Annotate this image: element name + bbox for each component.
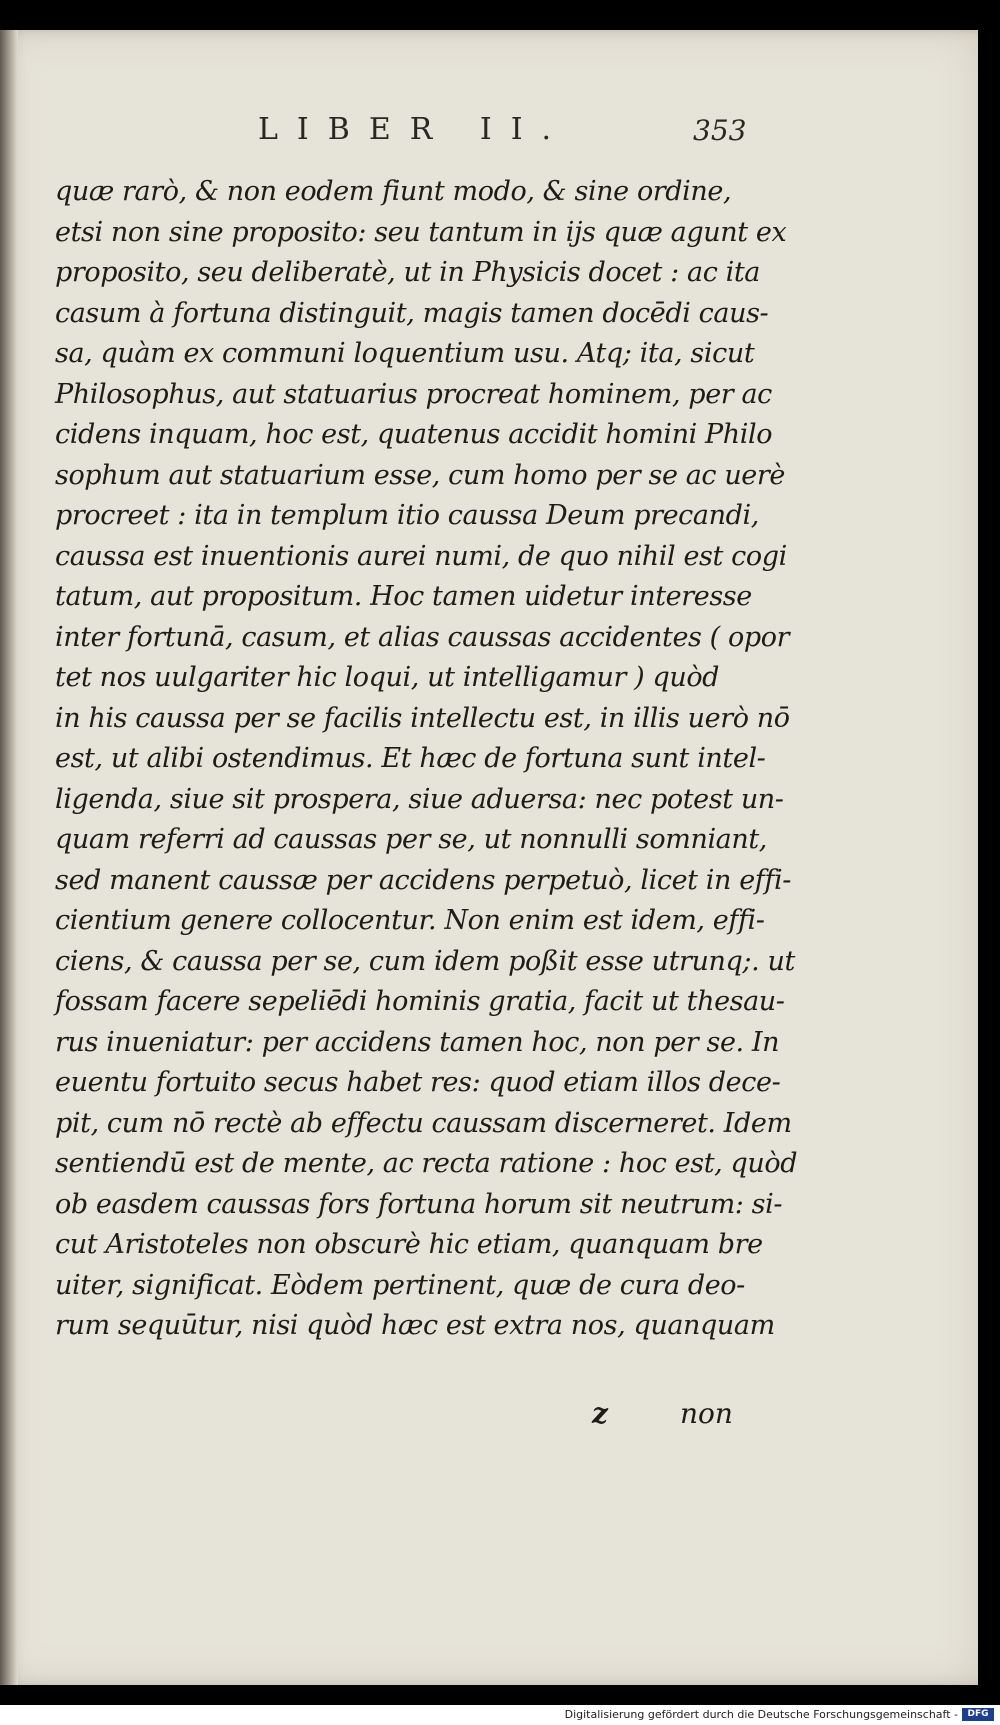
text-line: ciens, & caussa per se, cum idem poßit esse utrunq;. ut (55, 945, 795, 977)
text-line: euentu fortuito secus habet res: quod etiam illos dece- (55, 1067, 781, 1098)
text-line: est, ut alibi ostendimus. Et hæc de fortuna sunt intel- (55, 743, 766, 774)
text-line: proposito, seu deliberatè, ut in Physicis docet : ac ita (55, 257, 761, 288)
funding-credit: Digitalisierung gefördert durch die Deutsche Forschungsgemeinschaft - (564, 1708, 958, 1721)
signature-mark: z (592, 1397, 608, 1430)
text-line: ob easdem caussas fors fortuna horum sit neutrum: si- (55, 1188, 783, 1220)
book-page (0, 30, 978, 1685)
text-line: quæ rarò, & non eodem fiunt modo, & sine ordine, (55, 176, 732, 207)
dfg-logo: DFG (962, 1708, 994, 1721)
text-line: cut Aristoteles non obscurè hic etiam, quanquam bre (55, 1229, 763, 1260)
text-line: in his caussa per se facilis intellectu est, in illis uerò nō (55, 702, 790, 734)
text-line: cidens inquam, hoc est, quatenus accidit homini Philo (55, 419, 773, 450)
text-line: etsi non sine proposito: seu tantum in ijs quæ agunt ex (55, 216, 787, 248)
text-line: rum sequūtur, nisi quòd hæc est extra nos, quanquam (55, 1310, 775, 1341)
catchword: non (680, 1397, 733, 1430)
text-line: ligenda, siue sit prospera, siue aduersa: nec potest un- (55, 783, 784, 815)
text-line: Philosophus, aut statuarius procreat hominem, per ac (55, 378, 772, 410)
text-line: sed manent caussæ per accidens perpetuò, licet in effi- (55, 864, 791, 896)
text-line: procreet : ita in templum itio caussa Deum precandi, (55, 500, 759, 531)
text-line: tet nos uulgariter hic loqui, ut intelligamur ) quòd (55, 662, 720, 693)
page-header (0, 112, 978, 152)
text-line: pit, cum nō rectè ab effectu caussam discerneret. Idem (55, 1107, 792, 1139)
text-line: casum à fortuna distinguit, magis tamen docēdi caus- (55, 297, 769, 329)
text-line: fossam facere sepeliēdi hominis gratia, facit ut thesau- (55, 986, 785, 1017)
page-footer-catchwords (0, 1397, 978, 1437)
text-line: rus inueniatur: per accidens tamen hoc, non per se. In (55, 1026, 780, 1058)
text-line: uiter, significat. Eòdem pertinent, quæ de cura deo- (55, 1269, 745, 1301)
text-line: quam referri ad caussas per se, ut nonnulli somniant, (55, 824, 767, 855)
digitization-credit-bar (0, 1705, 1000, 1725)
text-line: inter fortunā, casum, et alias caussas accidentes ( opor (55, 621, 790, 653)
text-line: tatum, aut propositum. Hoc tamen uidetur interesse (55, 581, 752, 612)
text-line: sentiendū est de mente, ac recta ratione : hoc est, quòd (55, 1148, 798, 1179)
text-line: cientium genere collocentur. Non enim est idem, effi- (55, 905, 765, 936)
text-line: sophum aut statuarium esse, cum homo per se ac uerè (55, 459, 785, 491)
page-number: 353 (693, 114, 747, 147)
text-line: sa, quàm ex communi loquentium usu. Atq; ita, sicut (55, 338, 755, 369)
text-line: caussa est inuentionis aurei numi, de quo nihil est cogi (55, 540, 787, 572)
running-title: LIBER II. (258, 112, 571, 147)
page-body-text (55, 172, 798, 1347)
